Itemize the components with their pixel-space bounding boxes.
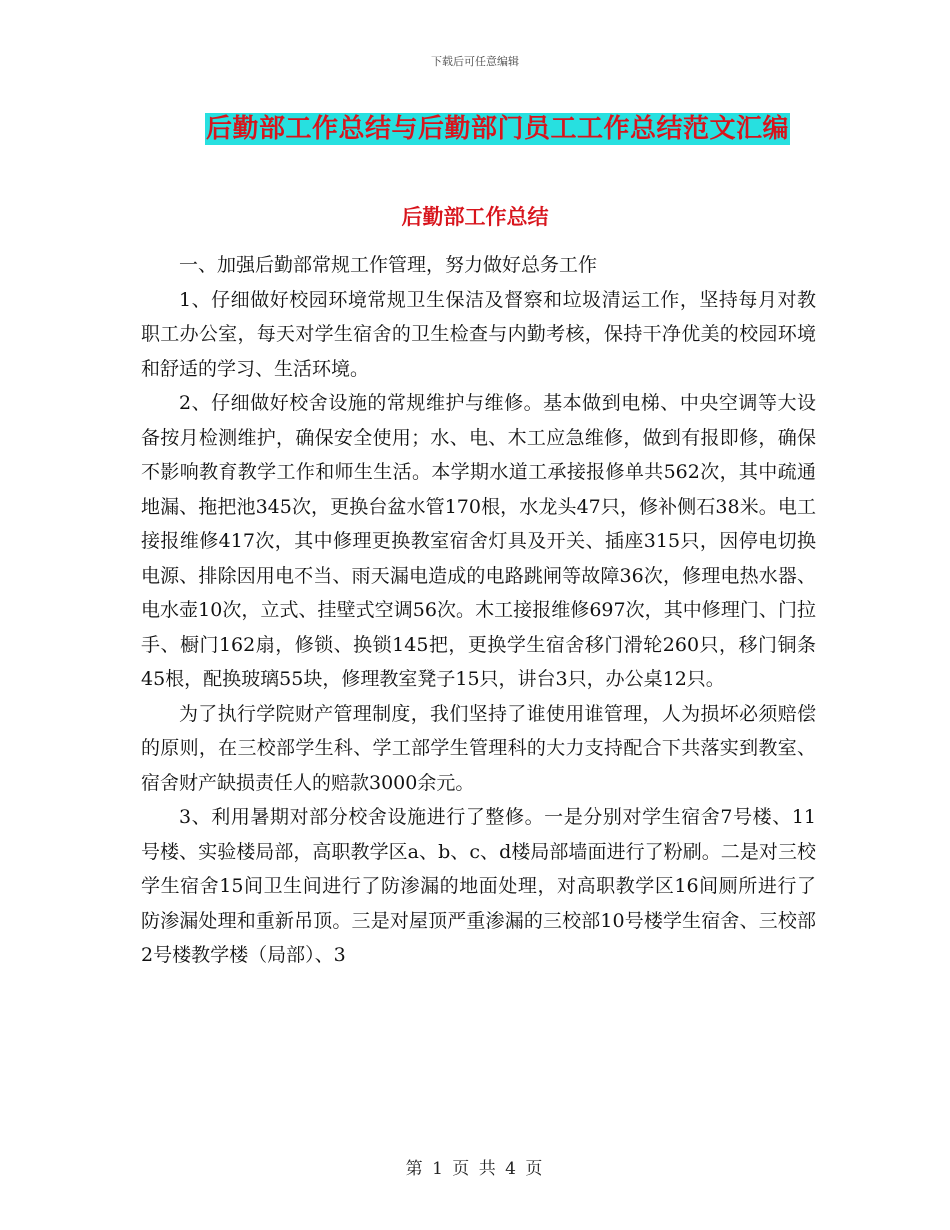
section-title: 后勤部工作总结 (401, 205, 549, 229)
paragraph-heading-1: 一、加强后勤部常规工作管理，努力做好总务工作 (179, 254, 598, 276)
header-note: 下载后可任意编辑 (431, 55, 519, 68)
document-body (141, 248, 816, 973)
paragraph-property-management: 为了执行学院财产管理制度，我们坚持了谁使用谁管理，人为损坏必须赔偿的原则，在三校部学生科、学工部学生管理科的大力支持配合下共落实到教室、宿舍财产缺损责任人的赔款3000余元。 (141, 702, 816, 794)
paragraph-item-2: 2、仔细做好校舍设施的常规维护与维修。基本做到电梯、中央空调等大设备按月检测维护，确保安全使用；水、电、木工应急维修，做到有报即修，确保不影响教育教学工作和师生生活。本学期水道工承接报修单共562次，其中疏通地漏、拖把池345次，更换台盆水管170根，水龙头47只，修补侧石38米。电工接报维修417次，其中修理更换教室宿舍灯具及开关、插座315只，因停电切换电源、排除因用电不当、雨天漏电造成的电路跳闸等故障36次，修理电热水器、电水壶10次，立式、挂壁式空调56次。木工接报维修697次，其中修理门、门拉手、橱门162扇，修锁、换锁145把，更换学生宿舍移门滑轮260只，移门铜条45根，配换玻璃55块，修理教室凳子15只，讲台3只，办公桌12只。 (141, 392, 816, 690)
paragraph-item-3: 3、利用暑期对部分校舍设施进行了整修。一是分别对学生宿舍7号楼、11号楼、实验楼局部，高职教学区a、b、c、d楼局部墙面进行了粉刷。二是对三校学生宿舍15间卫生间进行了防渗漏的地面处理，对高职教学区16间厕所进行了防渗漏处理和重新吊顶。三是对屋顶严重渗漏的三校部10号楼学生宿舍、三校部2号楼教学楼（局部）、3 (141, 806, 816, 966)
paragraph-item-1: 1、仔细做好校园环境常规卫生保洁及督察和垃圾清运工作，坚持每月对教职工办公室，每天对学生宿舍的卫生检查与内勤考核，保持干净优美的校园环境和舒适的学习、生活环境。 (141, 288, 816, 380)
document-title: 后勤部工作总结与后勤部门员工工作总结范文汇编 (205, 114, 789, 144)
page-number: 第 1 页 共 4 页 (405, 1159, 545, 1179)
main-title-container (0, 113, 950, 145)
